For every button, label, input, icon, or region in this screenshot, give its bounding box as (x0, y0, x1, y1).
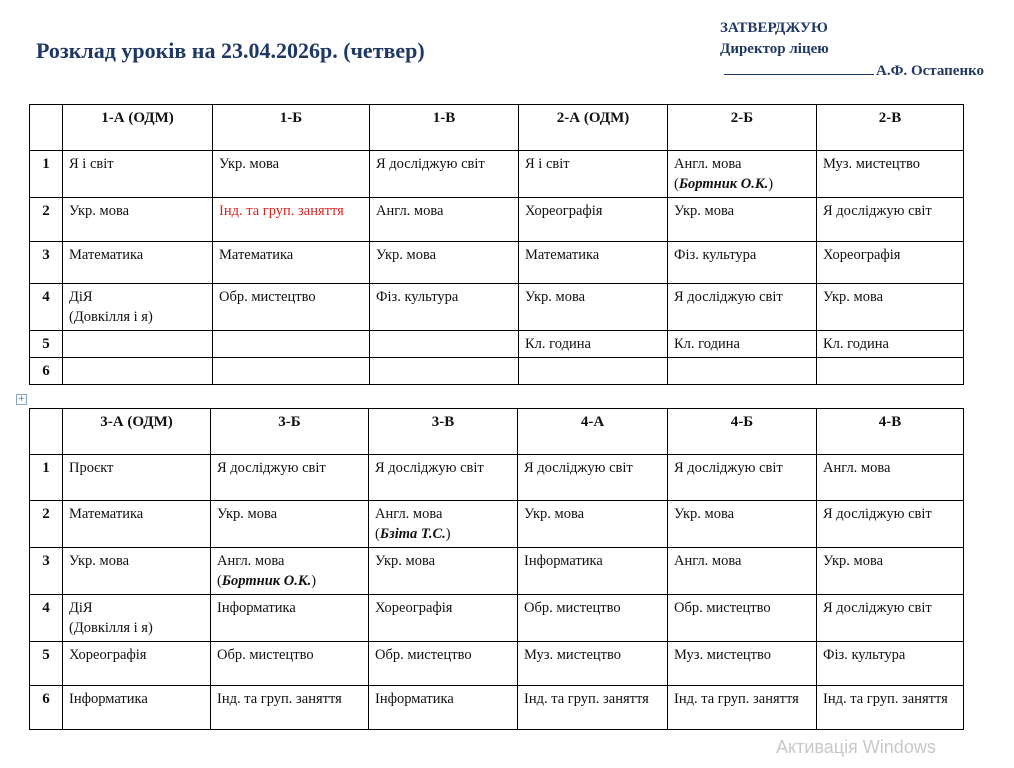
teacher-name: Бзіта Т.С. (379, 526, 446, 542)
lesson-cell: Я і світ (63, 151, 213, 198)
class-header: 3-А (ОДМ) (63, 409, 211, 455)
schedule-table-grades-1-2 (29, 104, 964, 385)
lesson-cell: Укр. мова (817, 284, 964, 331)
lesson-cell (370, 358, 519, 385)
table-row (30, 151, 964, 198)
lesson-cell: Укр. мова (63, 548, 211, 595)
lesson-cell: Інд. та груп. заняття (817, 686, 964, 730)
teacher-name: Бортник О.К. (221, 573, 312, 589)
lesson-number: 4 (30, 595, 63, 642)
lesson-cell: Я досліджую світ (370, 151, 519, 198)
table-row (30, 242, 964, 284)
lesson-cell: Англ. мова (Бортник О.К.) (211, 548, 369, 595)
lesson-cell (63, 358, 213, 385)
lesson-cell: Обр. мистецтво (668, 595, 817, 642)
approval-name: А.Ф. Остапенко (876, 63, 985, 79)
lesson-cell: Я досліджую світ (369, 455, 518, 501)
table-header-row (30, 409, 964, 455)
lesson-cell (213, 358, 370, 385)
subject-subtitle: (Довкілля і я) (69, 309, 153, 325)
lesson-cell: Укр. мова (817, 548, 964, 595)
class-header: 2-В (817, 105, 964, 151)
class-header: 3-Б (211, 409, 369, 455)
corner-cell (30, 409, 63, 455)
lesson-cell: Фіз. культура (668, 242, 817, 284)
lesson-cell: Обр. мистецтво (213, 284, 370, 331)
lesson-cell: Укр. мова (518, 501, 668, 548)
lesson-cell: Я досліджую світ (817, 595, 964, 642)
lesson-cell: Математика (213, 242, 370, 284)
lesson-cell: Я досліджую світ (817, 501, 964, 548)
lesson-cell: Інд. та груп. заняття (668, 686, 817, 730)
lesson-cell: Муз. мистецтво (817, 151, 964, 198)
lesson-cell: Інформатика (369, 686, 518, 730)
lesson-cell: Хореографія (519, 198, 668, 242)
class-header: 1-Б (213, 105, 370, 151)
lesson-cell: Інформатика (63, 686, 211, 730)
lesson-number: 5 (30, 642, 63, 686)
lesson-cell: Муз. мистецтво (668, 642, 817, 686)
lesson-cell: Укр. мова (63, 198, 213, 242)
windows-activation-watermark: Активація Windows (776, 737, 936, 757)
lesson-cell: Укр. мова (519, 284, 668, 331)
lesson-number: 3 (30, 242, 63, 284)
table-row (30, 642, 964, 686)
lesson-cell: Хореографія (817, 242, 964, 284)
lesson-cell (63, 595, 211, 642)
approval-block (720, 18, 984, 82)
lesson-cell: Укр. мова (369, 548, 518, 595)
lesson-cell: Англ. мова (817, 455, 964, 501)
lesson-cell: Англ. мова (668, 548, 817, 595)
lesson-cell: Укр. мова (211, 501, 369, 548)
lesson-cell: Фіз. культура (817, 642, 964, 686)
class-header: 3-В (369, 409, 518, 455)
signature-line (724, 60, 874, 75)
table-row (30, 595, 964, 642)
class-header: 1-А (ОДМ) (63, 105, 213, 151)
table-row (30, 686, 964, 730)
subject-text: ДіЯ (69, 289, 93, 305)
lesson-cell: Математика (519, 242, 668, 284)
table-move-handle-icon[interactable]: + (17, 394, 26, 404)
class-header: 2-А (ОДМ) (519, 105, 668, 151)
table-row (30, 501, 964, 548)
lesson-cell (519, 358, 668, 385)
table-row (30, 455, 964, 501)
approval-signature (720, 60, 984, 82)
lesson-cell: Математика (63, 501, 211, 548)
teacher-name: Бортник О.К. (678, 176, 769, 192)
schedule-table-grades-3-4 (29, 408, 964, 730)
lesson-cell: Я досліджую світ (668, 284, 817, 331)
lesson-cell: Я досліджую світ (817, 198, 964, 242)
lesson-number: 1 (30, 455, 63, 501)
approval-heading: ЗАТВЕРДЖУЮ (720, 20, 828, 36)
lesson-cell: Укр. мова (213, 151, 370, 198)
lesson-cell: Кл. година (668, 331, 817, 358)
lesson-cell: Англ. мова (Бзіта Т.С.) (369, 501, 518, 548)
lesson-cell: Англ. мова (Бортник О.К.) (668, 151, 817, 198)
lesson-cell: Інформатика (518, 548, 668, 595)
lesson-number: 5 (30, 331, 63, 358)
lesson-cell: Обр. мистецтво (369, 642, 518, 686)
class-header: 4-Б (668, 409, 817, 455)
lesson-cell: Укр. мова (370, 242, 519, 284)
lesson-cell: Я досліджую світ (668, 455, 817, 501)
class-header: 4-А (518, 409, 668, 455)
lesson-cell (817, 358, 964, 385)
lesson-number: 6 (30, 686, 63, 730)
lesson-cell: Обр. мистецтво (211, 642, 369, 686)
lesson-cell (213, 331, 370, 358)
lesson-cell (63, 331, 213, 358)
lesson-number: 4 (30, 284, 63, 331)
subject-text: ДіЯ (69, 600, 93, 616)
approval-position: Директор ліцею (720, 41, 829, 57)
corner-cell (30, 105, 63, 151)
lesson-cell: Хореографія (369, 595, 518, 642)
lesson-cell (63, 284, 213, 331)
class-header: 1-В (370, 105, 519, 151)
page-title: Розклад уроків на 23.04.2026р. (четвер) (36, 38, 425, 63)
lesson-number: 2 (30, 501, 63, 548)
lesson-cell: Я досліджую світ (518, 455, 668, 501)
subject-subtitle: (Довкілля і я) (69, 620, 153, 636)
lesson-cell (668, 358, 817, 385)
table-header-row (30, 105, 964, 151)
lesson-cell: Інд. та груп. заняття (518, 686, 668, 730)
table-row (30, 548, 964, 595)
lesson-cell: Інд. та груп. заняття (211, 686, 369, 730)
lesson-cell (370, 331, 519, 358)
subject-text: Англ. мова (375, 506, 443, 522)
lesson-cell: Я досліджую світ (211, 455, 369, 501)
lesson-cell: Кл. година (519, 331, 668, 358)
lesson-number: 3 (30, 548, 63, 595)
subject-text: Англ. мова (217, 553, 285, 569)
lesson-cell: Муз. мистецтво (518, 642, 668, 686)
lesson-cell-highlighted: Інд. та груп. заняття (213, 198, 370, 242)
lesson-cell: Укр. мова (668, 501, 817, 548)
lesson-cell: Математика (63, 242, 213, 284)
table-row (30, 284, 964, 331)
lesson-cell: Інформатика (211, 595, 369, 642)
table-row (30, 198, 964, 242)
lesson-cell: Хореографія (63, 642, 211, 686)
table-row (30, 358, 964, 385)
lesson-cell: Проєкт (63, 455, 211, 501)
lesson-cell: Укр. мова (668, 198, 817, 242)
lesson-number: 2 (30, 198, 63, 242)
lesson-cell: Обр. мистецтво (518, 595, 668, 642)
class-header: 4-В (817, 409, 964, 455)
lesson-number: 1 (30, 151, 63, 198)
lesson-cell: Я і світ (519, 151, 668, 198)
table-row (30, 331, 964, 358)
lesson-number: 6 (30, 358, 63, 385)
lesson-cell: Англ. мова (370, 198, 519, 242)
lesson-cell: Фіз. культура (370, 284, 519, 331)
subject-text: Англ. мова (674, 156, 742, 172)
lesson-cell: Кл. година (817, 331, 964, 358)
class-header: 2-Б (668, 105, 817, 151)
